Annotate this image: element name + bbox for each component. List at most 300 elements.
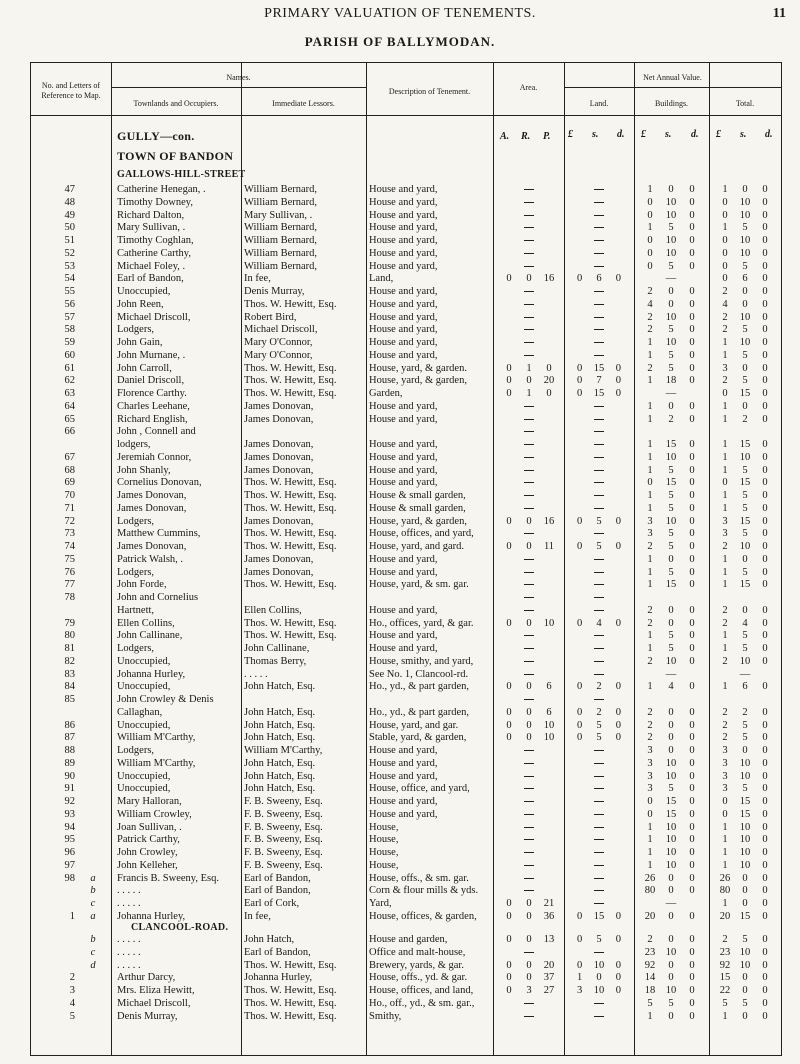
cell-desc: House, offices, & garden, [369,910,477,922]
cell-bl: — [665,898,677,909]
cell-occ: John Murnane, . [117,349,186,361]
section-gully: GULLY—con. [117,129,195,143]
cell-ar [495,758,563,770]
table-row [31,324,781,336]
cell-n: 5 [69,1010,75,1022]
table-row [31,248,781,260]
cell-les: Thos. W. Hewitt, Esq. [244,528,337,540]
cell-ar: 0 0 20 [506,959,555,971]
cell-bl: 3 10 0 [647,757,695,769]
cell-desc: House and yard, [369,196,438,208]
cell-n: 62 [64,375,75,387]
table-row [31,809,781,821]
cell-tot: 3 5 0 [722,783,768,795]
cell-ar [495,210,563,222]
table-row [31,567,781,579]
cell-ar [495,401,563,413]
cell-occ: John Reen, [117,298,164,310]
cell-tot: 1 5 0 [722,643,768,654]
cell-ar [495,771,563,783]
page-title: PRIMARY VALUATION OF TENEMENTS. [264,6,536,21]
cell-ar [495,656,563,668]
cell-tot: 2 5 0 [722,719,768,731]
roods-label: R. [521,131,531,142]
cell-occ: Mary Halloran, [117,796,182,807]
table-row [31,630,781,642]
cell-les: F. B. Sweeny, Esq. [244,808,323,820]
table-row [31,337,781,349]
cell-n: 50 [64,222,75,234]
acres-label: A. [500,131,510,142]
cell-lv: 3 10 0 [577,985,621,997]
table-row [31,414,781,426]
cell-tot: 2 2 0 [722,706,768,718]
cell-tot: 1 10 0 [722,834,768,846]
cell-ar [495,465,563,477]
cell-ar [495,630,563,642]
cell-desc: Ho., offices, yard, & gar. [369,617,474,629]
cell-lv: 0 15 0 [577,388,621,399]
cell-desc: House, offs., & sm. gar. [369,872,469,884]
cell-les: Mary O'Connor, [244,337,313,348]
cell-tot: 0 5 0 [722,260,768,272]
cell-ar [495,286,563,298]
cell-n: 72 [64,515,75,527]
cell-tot: 3 10 0 [722,757,768,769]
cell-occ: . . . . . [117,946,141,958]
cell-desc: House and yard, [369,247,438,259]
cell-occ: . . . . . [117,934,141,945]
cell-les: Thos. W. Hewitt, Esq. [244,998,337,1009]
table-row [31,490,781,502]
cell-bl: 1 5 0 [647,222,695,234]
table-row [31,947,781,959]
cell-desc: House, yard, & garden. [369,362,467,374]
cell-ar [495,873,563,885]
cell-n: 78 [64,592,75,603]
cell-tot: 1 0 0 [722,1010,768,1022]
cell-occ: Unoccupied, [117,719,171,731]
cell-les: William Bernard, [244,235,318,246]
cell-lv [566,567,632,579]
cell-tot: 2 5 0 [722,934,768,945]
cell-occ: Lodgers, [117,324,155,336]
cell-bl: 3 0 0 [647,745,695,756]
cell-bl: 0 5 0 [647,260,695,272]
cell-lv: 0 10 0 [577,959,621,971]
cell-bl: 3 10 0 [647,515,695,527]
section-clancool-road: CLANCOOL-ROAD. [131,922,229,933]
cell-lv [566,643,632,655]
cell-occ: Lodgers, [117,745,155,756]
cell-lv [566,947,632,959]
cell-bl: 20 0 0 [644,910,695,922]
shillings-label: s. [592,129,599,140]
cell-bl: 0 10 0 [647,196,695,208]
cell-desc: Garden, [369,388,403,399]
cell-desc: House and yard, [369,477,438,489]
cell-occ: Florence Carthy. [117,388,187,399]
table-row [31,503,781,515]
cell-tot: 1 5 0 [722,630,768,642]
cell-bl: 1 0 0 [647,400,695,412]
cell-tot: 1 0 0 [722,898,768,909]
cell-tot: 0 15 0 [722,477,768,489]
table-row [31,401,781,413]
table-row [31,273,781,285]
cell-desc: See No. 1, Clancool-rd. [369,668,469,680]
cell-les: James Donovan, [244,566,314,578]
cell-tot: 1 2 0 [722,413,768,425]
cell-ar: 0 0 10 [506,617,555,629]
cell-tot: 0 6 0 [722,273,768,285]
cell-bl: 2 5 0 [647,541,695,552]
cell-bl: 1 0 0 [647,1010,695,1022]
cell-occ: Unoccupied, [117,681,171,693]
cell-les: Thos. W. Hewitt, Esq. [244,477,337,489]
cell-occ: Cornelius Donovan, [117,477,202,489]
cell-occ: John Crowley & Denis [117,694,214,705]
cell-tot: 0 15 0 [722,388,768,399]
cell-lv [566,248,632,260]
table-row [31,465,781,477]
cell-bl: 1 10 0 [647,847,695,858]
cell-l: b [90,885,96,897]
cell-bl: 1 5 0 [647,464,695,476]
cell-ar [495,312,563,324]
cell-desc: House, yard, and gar. [369,719,459,731]
cell-desc: House and yard, [369,808,438,820]
cell-ar [495,503,563,515]
cell-ar [495,426,563,438]
cell-les: William Bernard, [244,247,318,259]
cell-lv: 0 5 0 [577,934,621,945]
cell-occ: Arthur Darcy, [117,972,176,984]
cell-lv [566,669,632,681]
cell-occ: Mary Sullivan, . [117,222,186,234]
table-row [31,707,781,719]
cell-occ: Unoccupied, [117,783,171,795]
cell-lv [566,299,632,311]
cell-l: a [90,910,96,922]
cell-desc: House and yard, [369,298,438,310]
cell-occ: Unoccupied, [117,770,171,782]
cell-occ: Ellen Collins, [117,617,175,629]
cell-n: 73 [64,528,75,540]
table-row [31,860,781,872]
cell-lv: 0 4 0 [577,617,621,629]
cell-ar [495,834,563,846]
cell-ar [495,783,563,795]
cell-ar: 0 0 36 [506,910,555,922]
cell-tot: 1 10 0 [722,821,768,833]
cell-les: Thos. W. Hewitt, Esq. [244,959,337,971]
table-row [31,477,781,489]
cell-n: 87 [64,732,75,744]
table-row [31,350,781,362]
cell-les: James Donovan, [244,451,314,463]
cell-bl: 1 0 0 [647,184,695,195]
ref-header: No. and Letters of Reference to Map. [41,81,101,100]
cell-les: Mary O'Connor, [244,349,313,361]
cell-tot: 1 10 0 [722,337,768,348]
cell-desc: House, offices, and yard, [369,528,474,540]
cell-n: 96 [64,847,75,858]
table-row [31,516,781,528]
cell-occ: Richard English, [117,413,188,425]
cell-bl: 2 0 0 [647,617,695,629]
cell-lv [566,834,632,846]
cell-n: 68 [64,464,75,476]
cell-lv [566,694,632,706]
table-row [31,960,781,972]
cell-occ: Denis Murray, [117,1010,178,1022]
cell-ar [495,248,563,260]
cell-lv [566,885,632,897]
cell-bl: 1 5 0 [647,490,695,501]
table-row [31,985,781,997]
cell-bl: 2 0 0 [647,286,695,297]
pence-label: d. [765,129,773,140]
cell-ar [495,567,563,579]
cell-les: F. B. Sweeny, Esq. [244,847,323,858]
cell-tot: 26 0 0 [719,872,768,884]
cell-les: James Donovan, [244,553,314,565]
cell-tot: 1 5 0 [722,490,768,501]
cell-lv [566,771,632,783]
cell-desc: House and yard, [369,464,438,476]
table-row [31,898,781,910]
cell-lv: 1 0 0 [577,972,621,984]
cell-lv: 0 5 0 [577,719,621,731]
cell-ar: 0 1 0 [506,388,552,399]
cell-les: John Hatch, Esq. [244,732,316,744]
cell-les: Thos. W. Hewitt, Esq. [244,541,337,552]
cell-lv [566,490,632,502]
cell-les: Mary Sullivan, . [244,209,313,221]
cell-occ: lodgers, [117,439,151,450]
cell-lv [566,579,632,591]
cell-tot: 0 15 0 [722,796,768,807]
cell-n: 64 [64,400,75,412]
cell-occ: Joan Sullivan, . [117,821,182,833]
cell-tot: 1 0 0 [722,184,768,195]
cell-tot: 1 5 0 [722,502,768,514]
cell-bl: 0 10 0 [647,235,695,246]
parish-title: PARISH OF BALLYMODAN. [304,34,496,49]
cell-bl: 2 0 0 [647,719,695,731]
cell-tot: 2 5 0 [722,324,768,336]
pence-label: d. [691,129,699,140]
cell-ar [495,235,563,247]
cell-bl: 3 10 0 [647,770,695,782]
cell-les: F. B. Sweeny, Esq. [244,834,323,846]
cell-n: 4 [69,998,75,1009]
cell-desc: House and yard, [369,553,438,565]
total-header: Total. [735,99,755,108]
cell-desc: House and yard, [369,643,438,654]
cell-les: F. B. Sweeny, Esq. [244,821,323,833]
cell-n: 69 [64,477,75,489]
cell-lv [566,656,632,668]
cell-desc: House and yard, [369,324,438,336]
cell-tot: 4 0 0 [722,298,768,310]
cell-occ: James Donovan, [117,490,187,501]
table-row [31,363,781,375]
cell-tot: 92 10 0 [719,959,768,971]
cell-les: John Hatch, [244,934,295,945]
cell-occ: William M'Carthy, [117,757,196,769]
cell-n: 71 [64,502,75,514]
table-row [31,222,781,234]
cell-lv: 0 15 0 [577,362,621,374]
cell-bl: 2 0 0 [647,604,695,616]
cell-ar [495,822,563,834]
table-row [31,643,781,655]
cell-lv [566,745,632,757]
cell-lv: 0 15 0 [577,910,621,922]
cell-tot: 1 6 0 [722,681,768,693]
cell-les: Earl of Bandon, [244,872,311,884]
cell-n: 95 [64,834,75,846]
cell-ar [495,745,563,757]
cell-les: In fee, [244,910,271,922]
cell-les: Michael Driscoll, [244,324,318,336]
cell-desc: Ho., off., yd., & sm. gar., [369,998,475,1009]
table-row [31,554,781,566]
cell-desc: House & small garden, [369,490,466,501]
cell-lv [566,210,632,222]
cell-desc: House, [369,834,399,846]
cell-l: a [90,872,96,884]
cell-les: James Donovan, [244,413,314,425]
cell-bl: 1 5 0 [647,566,695,578]
cell-lv [566,452,632,464]
cell-lv [566,222,632,234]
table-row [31,822,781,834]
cell-desc: Corn & flour mills & yds. [369,885,479,897]
table-row [31,771,781,783]
table-row [31,439,781,451]
cell-ar [495,592,563,604]
cell-ar [495,197,563,209]
table-row [31,605,781,617]
cell-tot: 3 15 0 [722,515,768,527]
cell-occ: William Crowley, [117,808,192,820]
table-row [31,579,781,591]
cell-desc: House and yard, [369,222,438,234]
cell-bl: 23 10 0 [644,946,695,958]
cell-ar [495,337,563,349]
table-row [31,299,781,311]
cell-occ: Lodgers, [117,566,155,578]
cell-bl: — [665,273,677,285]
cell-desc: House, offices, and land, [369,985,474,997]
cell-les: Earl of Cork, [244,898,300,909]
cell-desc: House, [369,847,399,858]
table-row [31,197,781,209]
cell-ar [495,299,563,311]
cell-n: 56 [64,298,75,310]
cell-n: 58 [64,324,75,336]
cell-desc: House and yard, [369,451,438,463]
cell-ar: 0 0 20 [506,375,555,387]
cell-bl: 1 5 0 [647,643,695,654]
cell-lv: 0 2 0 [577,706,621,718]
cell-desc: Ho., yd., & part garden, [369,681,470,693]
cell-tot: 20 15 0 [719,910,768,922]
cell-ar [495,554,563,566]
table-row [31,758,781,770]
cell-desc: House, office, and yard, [369,783,470,795]
cell-les: Thos. W. Hewitt, Esq. [244,490,337,501]
table-row [31,375,781,387]
cell-desc: House and yard, [369,770,438,782]
cell-tot: 2 0 0 [722,286,768,297]
cell-tot: 3 5 0 [722,528,768,540]
cell-lv [566,783,632,795]
cell-lv [566,439,632,451]
table-row [31,210,781,222]
cell-lv [566,630,632,642]
cell-bl: — [665,668,677,680]
cell-n: 98 [64,872,75,884]
cell-lv [566,873,632,885]
cell-bl: 0 15 0 [647,808,695,820]
cell-desc: House and yard, [369,337,438,348]
cell-les: F. B. Sweeny, Esq. [244,796,323,807]
cell-bl: 1 5 0 [647,630,695,642]
cell-desc: House, smithy, and yard, [369,655,474,667]
cell-occ: John Forde, [117,579,167,591]
cell-tot: 1 10 0 [722,859,768,871]
cell-n: 94 [64,821,75,833]
cell-ar [495,579,563,591]
cell-les: F. B. Sweeny, Esq. [244,859,323,871]
cell-occ: Catherine Carthy, [117,247,191,259]
cell-ar [495,694,563,706]
cell-desc: House and yard, [369,209,438,221]
cell-n: 66 [64,426,75,438]
table-row [31,796,781,808]
table-row [31,694,781,706]
cell-ar [495,477,563,489]
cell-lv: 0 5 0 [577,732,621,744]
cell-n: 97 [64,859,75,871]
cell-occ: John Kelleher, [117,859,178,871]
page-number: 11 [772,6,786,21]
cell-occ: Daniel Driscoll, [117,375,185,387]
cell-les: Thos. W. Hewitt, Esq. [244,985,337,997]
cell-les: James Donovan, [244,464,314,476]
cell-occ: Lodgers, [117,643,155,654]
cell-n: 75 [64,553,75,565]
cell-bl: 2 0 0 [647,732,695,744]
cell-desc: House, yard, and gard. [369,541,465,552]
cell-ar: 0 1 0 [506,362,552,374]
cell-tot: 1 10 0 [722,451,768,463]
land-header: Land. [589,99,609,108]
cell-n: 74 [64,541,75,552]
cell-bl: 14 0 0 [644,972,695,984]
cell-bl: 26 0 0 [644,872,695,884]
cell-desc: House, [369,821,399,833]
cell-ar [495,947,563,959]
cell-tot: — [739,668,751,680]
cell-les: James Donovan, [244,515,314,527]
cell-lv [566,847,632,859]
cell-ar [495,1011,563,1023]
